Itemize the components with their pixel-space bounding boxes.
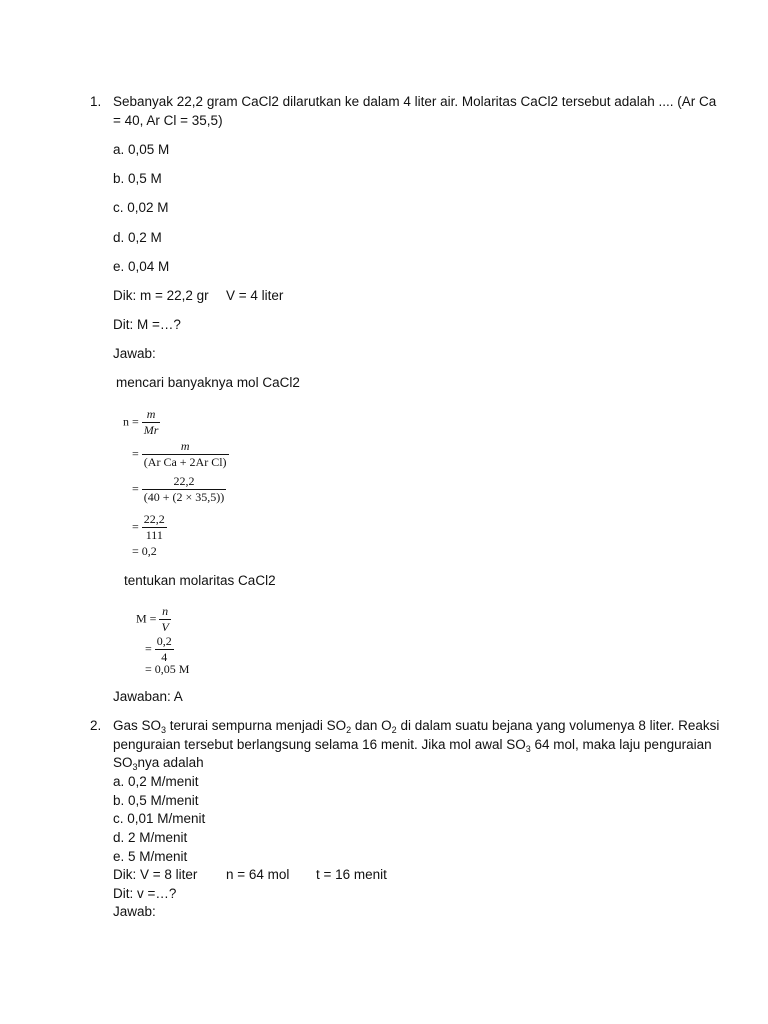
question-2-option-b: b. 0,5 M/menit	[113, 793, 199, 808]
question-2-asked: Dit: v =…?	[113, 886, 177, 901]
question-2-text-line-2: penguraian tersebut berlangsung selama 16 menit. Jika mol awal $SO_3$ 64 mol, maka laju penguraian	[113, 737, 712, 754]
molarity-equation-result: = 0,05 M	[145, 662, 190, 676]
molarity-equation-line-1: M = $\frac{n}{V}$	[136, 604, 169, 634]
question-2-known-moles: n = 64 mol	[226, 867, 290, 882]
question-2-known-time: t = 16 menit	[316, 867, 387, 882]
mole-equation-line-1: n = $\frac{m}{Mr}$	[123, 407, 159, 437]
question-1-known-mass: Dik: m = 22,2 gr	[113, 288, 209, 303]
question-1-text-line-1: Sebanyak 22,2 gram CaCl2 dilarutkan ke dalam 4 liter air. Molaritas CaCl2 tersebut adalah .... (Ar Ca	[113, 94, 717, 109]
question-1-known-volume: V = 4 liter	[226, 288, 284, 303]
question-2-text-line-3: $SO_3nya$ adalah	[113, 755, 204, 772]
question-2-number: 2.	[90, 718, 102, 733]
mole-equation-line-4: = $\frac{22,2}{111}$	[132, 512, 165, 542]
question-1-step-1-label: mencari banyaknya mol CaCl2	[116, 375, 300, 390]
question-1-number: 1.	[90, 94, 102, 109]
question-2-option-d: d. 2 M/menit	[113, 830, 188, 845]
question-1-text-line-2: = 40, Ar Cl = 35,5)	[113, 113, 223, 128]
question-1-option-e: e. 0,04 M	[113, 259, 170, 274]
molarity-equation-line-2: = $\frac{0,2}{4}$	[145, 634, 172, 664]
question-1-option-a: a. 0,05 M	[113, 142, 170, 157]
question-1-answer-heading: Jawab:	[113, 346, 156, 361]
question-1-step-2-label: tentukan molaritas CaCl2	[124, 573, 276, 588]
question-1-final-answer: Jawaban: A	[113, 689, 183, 704]
question-1-option-c: c. 0,02 M	[113, 200, 169, 215]
question-2-option-e: e. 5 M/menit	[113, 849, 188, 864]
mole-equation-line-2: = $\frac{m}{\text{(Ar Ca + 2Ar Cl)}}$	[132, 439, 227, 469]
mole-equation-line-3: = $\frac{22,2}{(40 + (2 \times 35,5))}$	[132, 474, 225, 504]
question-1-asked: Dit: M =…?	[113, 317, 181, 332]
question-1-option-b: b. 0,5 M	[113, 171, 162, 186]
question-2-answer-heading: Jawab:	[113, 904, 156, 919]
question-2-option-a: a. 0,2 M/menit	[113, 774, 199, 789]
question-2-text-line-1: Gas $SO_3$ terurai sempurna menjadi $SO_2$ dan $O_2$ di dalam suatu bejana yang volumenya 8 liter. Reaksi	[113, 718, 720, 735]
question-2-known-volume: Dik: V = 8 liter	[113, 867, 198, 882]
question-2-option-c: c. 0,01 M/menit	[113, 811, 206, 826]
question-1-option-d: d. 0,2 M	[113, 230, 162, 245]
mole-equation-result: = 0,2	[132, 544, 157, 558]
